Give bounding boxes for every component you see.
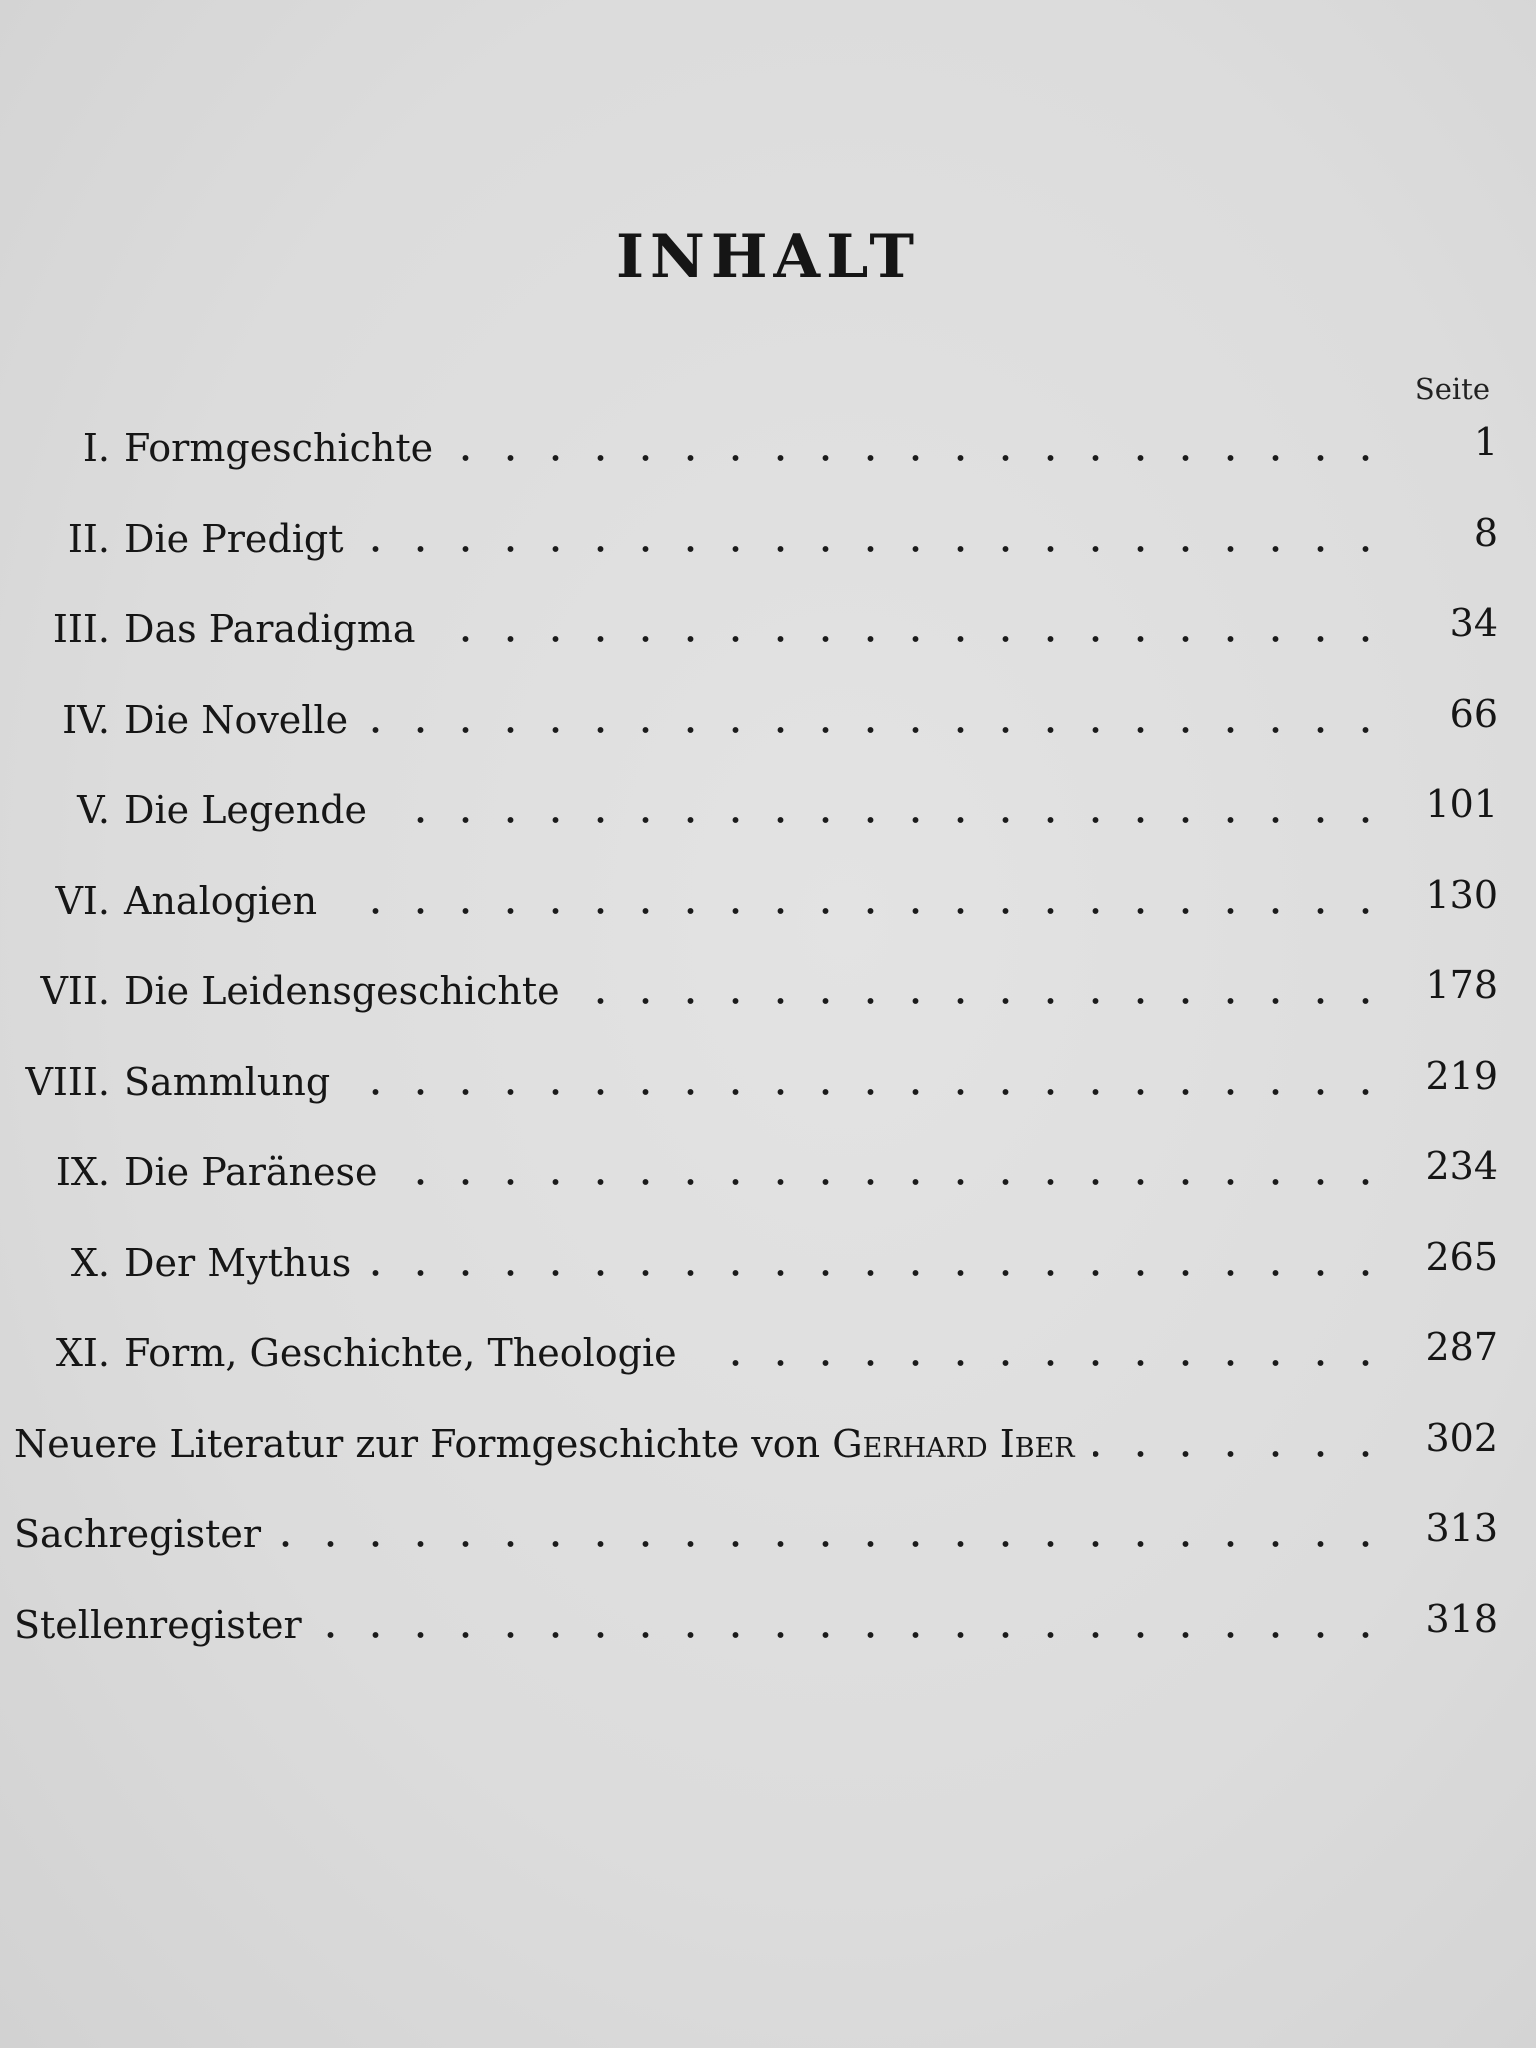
chapter-number: III. [52,607,110,651]
dot-leader [348,1080,1388,1104]
chapter-number: IX. [55,1150,110,1194]
chapter-number: X. [70,1240,110,1285]
chapter-number: XI. [55,1331,110,1375]
toc-appendix-entry [0,1504,1536,1564]
chapter-title: Form, Geschichte, Theologie [124,1331,677,1375]
chapter-number: VII. [40,969,110,1013]
dot-leader [369,1261,1388,1285]
chapter-title: Die Leidensgeschichte [124,969,560,1013]
chapter-title: Die Paränese [124,1150,378,1194]
page-number: 219 [1425,1053,1498,1098]
page-number: 66 [1449,691,1498,736]
toc-entry [0,1233,1536,1293]
page-number: 34 [1449,601,1498,645]
page-number: 234 [1425,1144,1498,1188]
dot-leader [320,1623,1388,1647]
dot-leader [578,989,1388,1013]
toc-entry [0,871,1536,931]
toc-entry [0,961,1536,1021]
chapter-title: Das Paradigma [124,607,416,651]
dot-leader [451,446,1388,470]
page-number: 130 [1425,872,1498,917]
appendix-title: Stellenregister [14,1602,302,1647]
toc-entry [0,1052,1536,1112]
dot-leader [695,1351,1388,1375]
dot-leader [1093,1442,1388,1466]
dot-leader [395,1170,1388,1194]
dot-leader [385,808,1388,832]
toc-entry [0,509,1536,569]
page-number: 318 [1425,1596,1498,1641]
chapter-title: Formgeschichte [124,426,434,470]
toc-appendix-entry [0,1414,1536,1474]
page-number: 265 [1425,1234,1498,1279]
toc-appendix-entry [0,1595,1536,1655]
page-column-label: Seite [1414,372,1490,406]
chapter-title: Die Predigt [124,516,344,561]
chapter-title: Analogien [124,878,318,923]
chapter-number: VIII. [25,1059,110,1104]
page-number: 1 [1473,420,1498,464]
chapter-number: V. [77,788,110,832]
toc-entry [0,690,1536,750]
chapter-number: II. [67,516,110,561]
toc-entry [0,780,1536,840]
page-number: 313 [1425,1506,1498,1550]
appendix-title: Sachregister [14,1512,261,1556]
toc-entry [0,599,1536,659]
chapter-title: Der Mythus [124,1240,352,1285]
dot-leader [361,537,1388,561]
toc-entry [0,1142,1536,1202]
chapter-number: IV. [62,697,110,742]
chapter-title: Die Legende [124,788,368,832]
page-number: 302 [1425,1415,1498,1460]
dot-leader [366,718,1388,742]
dot-leader [335,899,1388,923]
toc-entry [0,418,1536,478]
chapter-number: I. [82,426,110,470]
toc-entry [0,1323,1536,1383]
chapter-title: Die Novelle [124,697,349,742]
dot-leader [434,627,1388,651]
page-number: 287 [1425,1325,1498,1369]
author-name: Gerhard Iber [832,1421,1075,1466]
appendix-title [14,1422,1075,1466]
page-number: 101 [1425,782,1498,826]
page-number: 8 [1473,510,1498,555]
appendix-title-text: Neuere Literatur zur Formgeschichte von [14,1421,833,1466]
chapter-title: Sammlung [124,1059,331,1104]
dot-leader [279,1532,1388,1556]
chapter-number: VI. [55,878,110,923]
page-title: INHALT [615,222,921,292]
page-number: 178 [1425,963,1498,1007]
